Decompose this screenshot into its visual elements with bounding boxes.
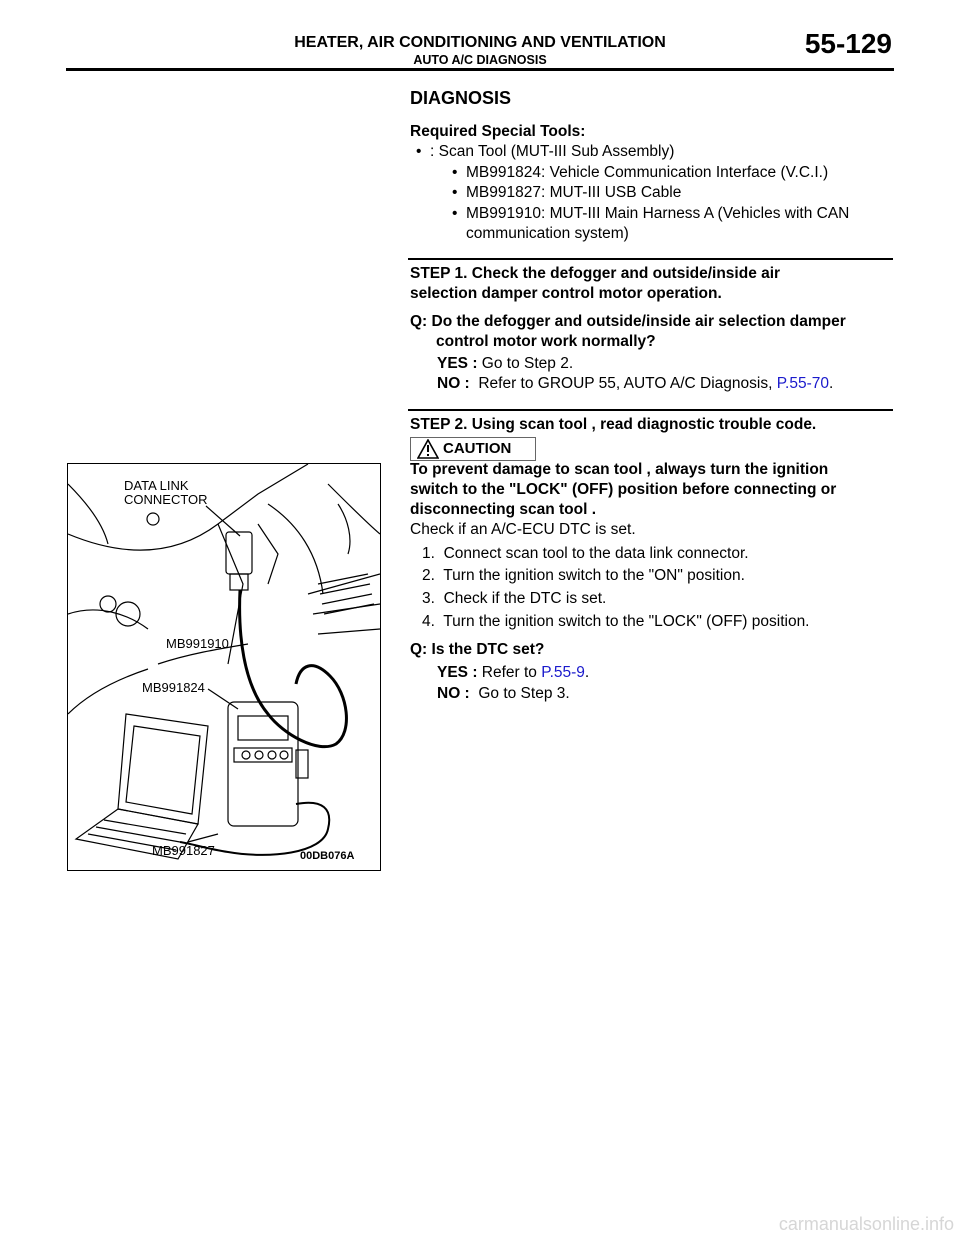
step1-title-cont: selection damper control motor operation. bbox=[410, 285, 722, 302]
check-text: Check if an A/C-ECU DTC is set. bbox=[410, 521, 636, 538]
label-harness: MB991910 bbox=[166, 636, 229, 651]
step-text: Check if the DTC is set. bbox=[443, 590, 607, 607]
procedure-step bbox=[422, 566, 745, 586]
step-text: Turn the ignition switch to the "ON" position. bbox=[443, 567, 745, 584]
procedure-step bbox=[422, 589, 606, 609]
yes-text: Go to Step 2. bbox=[481, 355, 574, 372]
step1-question: Q: Do the defogger and outside/inside air selection damper bbox=[410, 313, 846, 330]
step-num: 3. bbox=[422, 590, 435, 607]
content-column-2 bbox=[410, 0, 894, 1242]
page-number: 55-129 bbox=[804, 28, 892, 59]
step2-no bbox=[437, 684, 570, 704]
tool-item: • MB991824: Vehicle Communication Interface (V.C.I.) bbox=[466, 163, 828, 183]
step-num: 1. bbox=[422, 545, 435, 562]
tools-label: Required Special Tools: bbox=[410, 123, 586, 140]
no-text: Refer to GROUP 55, AUTO A/C Diagnosis, bbox=[478, 375, 773, 392]
step1-title: STEP 1. Check the defogger and outside/inside air bbox=[410, 265, 781, 282]
caution-text: switch to the "LOCK" (OFF) position before connecting or bbox=[410, 481, 837, 498]
figure-id: 00DB076A bbox=[300, 850, 355, 862]
no-text: Go to Step 3. bbox=[478, 685, 570, 702]
step2-title: STEP 2. Using scan tool , read diagnostic trouble code. bbox=[410, 416, 817, 433]
tool-item: • MB991910: MUT-III Main Harness A (Vehicles with CAN bbox=[466, 204, 849, 224]
step-text: Turn the ignition switch to the "LOCK" (OFF) position. bbox=[443, 613, 810, 630]
step2-yes bbox=[437, 663, 589, 683]
no-label: NO : bbox=[437, 375, 470, 392]
procedure-step bbox=[422, 544, 749, 564]
tool-item-continued: communication system) bbox=[466, 225, 629, 242]
yes-end: . bbox=[584, 664, 590, 681]
yes-label: YES : bbox=[437, 664, 478, 681]
caution-label: CAUTION bbox=[443, 440, 512, 457]
no-label: NO : bbox=[437, 685, 470, 702]
caution-text: To prevent damage to scan tool , always turn the ignition bbox=[410, 461, 829, 478]
tool-item: • : Scan Tool (MUT-III Sub Assembly) bbox=[430, 142, 674, 162]
yes-text: Refer to bbox=[481, 664, 537, 681]
yes-label: YES : bbox=[437, 355, 478, 372]
procedure-step bbox=[422, 612, 810, 632]
header-title: HEATER, AIR CONDITIONING AND VENTILATION bbox=[294, 34, 666, 51]
no-end: . bbox=[829, 375, 834, 392]
label-vci: MB991824 bbox=[142, 680, 205, 695]
tool-item: • MB991827: MUT-III USB Cable bbox=[466, 183, 681, 203]
page-link[interactable]: P.55-9 bbox=[541, 664, 585, 681]
step-num: 4. bbox=[422, 613, 435, 630]
step-num: 2. bbox=[422, 567, 435, 584]
step1-question-cont: control motor work normally? bbox=[436, 333, 656, 350]
step-text: Connect scan tool to the data link connector. bbox=[443, 545, 749, 562]
header-subtitle: AUTO A/C DIAGNOSIS bbox=[413, 53, 547, 67]
label-usb: MB991827 bbox=[152, 843, 215, 858]
step2-question: Q: Is the DTC set? bbox=[410, 641, 545, 658]
page-link[interactable]: P.55-70 bbox=[776, 375, 829, 392]
illustration-drawing bbox=[68, 464, 380, 870]
scan-tool-illustration bbox=[67, 463, 381, 871]
watermark: carmanualsonline.info bbox=[778, 1214, 954, 1234]
label-dlc: CONNECTOR bbox=[124, 492, 208, 507]
label-dlc: DATA LINK bbox=[124, 478, 189, 493]
section-heading: DIAGNOSIS bbox=[410, 88, 512, 108]
caution-text: disconnecting scan tool . bbox=[410, 501, 597, 518]
